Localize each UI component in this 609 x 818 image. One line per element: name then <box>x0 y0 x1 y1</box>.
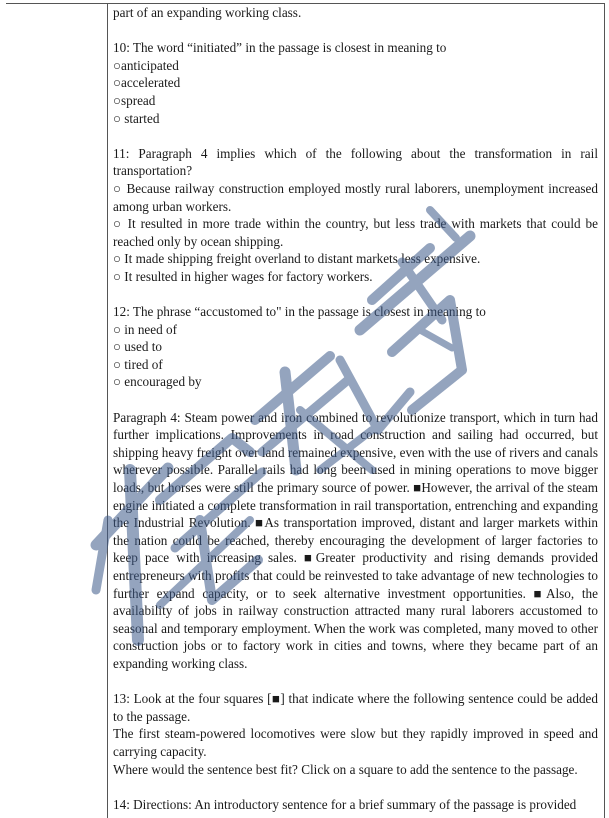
question-13-prompt: 13: Look at the four squares [■] that indicate where the following sentence could be added to the passage. <box>113 691 598 724</box>
previous-passage-tail: part of an expanding working class. <box>113 5 302 20</box>
table-left-column-border <box>107 3 108 818</box>
q12-option-b[interactable]: ○ used to <box>113 339 162 355</box>
q11-option-c[interactable]: ○ It made shipping freight overland to distant markets less expensive. <box>113 251 481 267</box>
q11-option-a[interactable]: ○ Because railway construction employed mostly rural laborers, unemployment increased among urban workers. <box>113 180 598 214</box>
question-10-prompt: 10: The word “initiated” in the passage is closest in meaning to <box>113 40 447 56</box>
q10-option-b[interactable]: ○accelerated <box>113 75 181 91</box>
q12-option-c[interactable]: ○ tired of <box>113 356 163 372</box>
question-cell <box>113 4 598 813</box>
table-right-column-border <box>604 3 605 818</box>
q10-option-a[interactable]: ○anticipated <box>113 57 179 73</box>
q11-option-b[interactable]: ○ It resulted in more trade within the country, but less trade with markets that could be reached only by ocean shipping. <box>113 216 598 249</box>
question-14-prompt: 14: Directions: An introductory sentence for a brief summary of the passage is provided <box>113 796 577 812</box>
q12-option-a[interactable]: ○ in need of <box>113 321 177 337</box>
question-11-prompt: 11: Paragraph 4 implies which of the following about the transformation in rail transportation? <box>113 145 598 179</box>
q12-option-d[interactable]: ○ encouraged by <box>113 374 202 390</box>
q10-option-d[interactable]: ○ started <box>113 110 160 126</box>
q11-option-d[interactable]: ○ It resulted in higher wages for factory workers. <box>113 268 373 284</box>
q13-insert-sentence: The first steam-powered locomotives were slow but they rapidly improved in speed and carrying capacity. <box>113 726 598 759</box>
question-12-prompt: 12: The phrase “accustomed to" in the passage is closest in meaning to <box>113 304 486 320</box>
paragraph-4-text: Paragraph 4: Steam power and iron combined to revolutionize transport, which in turn had further implications. Improvements in road construction and sailing had occurred, but shipping heavy freight over land remained expensive, even with the use of rivers and canals wherever possible. Parallel rails had long been used in mining operations to move bigger loads, but horses were still the primary source of power. ■However, the arrival of the steam engine initiated a complete transformation in rail transportation, entrenching and expanding the Industrial Revolution. ■As transportation improved, distant and larger markets within the nation could be reached, thereby encouraging the development of larger factories to keep pace with increasing sales. ■Greater productivity and rising demands provided entrepreneurs with profits that could be reinvested to take advantage of new technologies to further expand capacity, or to seek alternative investment opportunities. ■Also, the availability of jobs in railway construction attracted many rural laborers accustomed to seasonal and temporary employment. When the work was completed, many moved to other construction jobs or to factory work in cities and towns, where they became part of an expanding working class. <box>113 409 598 671</box>
q10-option-c[interactable]: ○spread <box>113 92 156 108</box>
q13-instruction: Where would the sentence best fit? Click on a square to add the sentence to the passage. <box>113 761 578 777</box>
